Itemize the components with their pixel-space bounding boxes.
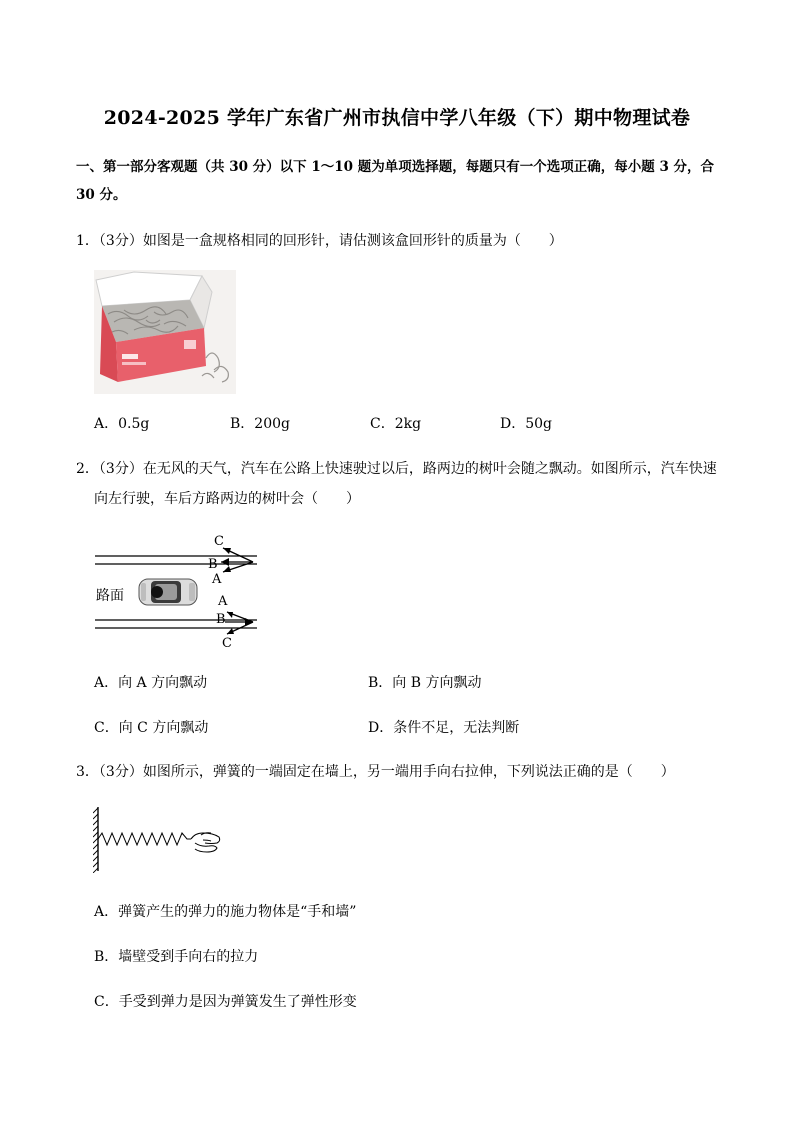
question-2-option-c: C．向 C 方向飘动 — [94, 720, 209, 736]
bottom-label-c: C — [222, 636, 232, 651]
question-3-stem: 3．（3分）如图所示，弹簧的一端固定在墙上，另一端用手向右拉伸，下列说法正确的是（ ） — [76, 764, 675, 780]
question-3-option-b: B．墙壁受到手向右的拉力 — [94, 949, 259, 965]
section-heading: 一、第一部分客观题（共 30 分）以下 1～10 题为单项选择题，每题只有一个选项正确，每小题 3 分，合 30 分。 — [76, 159, 715, 203]
question-1-option-a: A．0.5g — [94, 416, 150, 432]
paperclip-box-image — [94, 270, 236, 394]
top-label-c: C — [214, 534, 224, 549]
question-2-option-d: D．条件不足，无法判断 — [368, 720, 520, 736]
page-title: 2024-2025 学年广东省广州市执信中学八年级（下）期中物理试卷 — [103, 107, 691, 129]
spring-wall-figure — [93, 805, 223, 873]
question-1-option-c: C．2kg — [370, 416, 422, 432]
question-2-option-a: A．向 A 方向飘动 — [94, 675, 208, 691]
top-label-b: B — [208, 557, 218, 572]
question-2-stem-line2: 向左行驶，车后方路两边的树叶会（ ） — [94, 491, 360, 507]
question-3-option-a: A．弹簧产生的弹力的施力物体是“手和墙” — [94, 904, 357, 920]
question-3-option-c: C．手受到弹力是因为弹簧发生了弹性形变 — [94, 994, 357, 1010]
bottom-label-a: A — [218, 594, 228, 609]
question-1-option-b: B．200g — [230, 416, 290, 432]
top-label-a: A — [212, 572, 222, 587]
bottom-label-b: B — [216, 612, 226, 627]
question-2-option-b: B．向 B 方向飘动 — [368, 675, 482, 691]
question-2-stem-line1: 2．（3分）在无风的天气，汽车在公路上快速驶过以后，路两边的树叶会随之飘动。如图所示，汽车快速 — [76, 461, 717, 477]
question-1-option-d: D．50g — [500, 416, 553, 432]
road-label: 路面 — [96, 588, 124, 604]
question-1-stem: 1．（3分）如图是一盒规格相同的回形针，请估测该盒回形针的质量为（ ） — [76, 233, 563, 249]
